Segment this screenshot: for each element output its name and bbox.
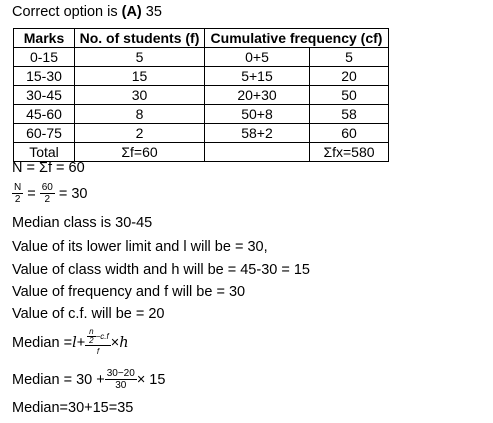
- cf-line: Value of c.f. will be = 20: [12, 306, 165, 322]
- cell-students: 2: [75, 124, 205, 143]
- cell-total-label: Total: [14, 143, 75, 162]
- lower-limit-line: Value of its lower limit and l will be = 30,: [12, 239, 268, 255]
- cell-cf: 58: [310, 105, 389, 124]
- cell-marks: 30-45: [14, 86, 75, 105]
- inner-denominator: 2: [89, 336, 94, 345]
- formula-denominator: f: [96, 347, 100, 356]
- cell-cf-calc: 58+2: [205, 124, 310, 143]
- formula-label: Median =: [12, 334, 73, 351]
- cell-marks: 15-30: [14, 67, 75, 86]
- formula-h: h: [119, 334, 129, 351]
- answer-option: (A): [121, 4, 142, 20]
- table-row: [14, 105, 389, 124]
- frequency-line: Value of frequency and f will be = 30: [12, 284, 246, 300]
- header-students: No. of students (f): [75, 29, 205, 48]
- final-answer-line: Median=30+15=35: [12, 400, 134, 416]
- table-total-row: [14, 143, 389, 162]
- median-class-line: Median class is 30-45: [12, 215, 153, 231]
- cell-students: 30: [75, 86, 205, 105]
- substitution-denominator: 30: [115, 380, 127, 391]
- cell-cf: 50: [310, 86, 389, 105]
- formula-times: ×: [110, 334, 120, 351]
- cell-empty: [205, 143, 310, 162]
- cell-cf: 5: [310, 48, 389, 67]
- fraction-denominator: 2: [44, 194, 51, 205]
- median-substitution: [12, 368, 165, 391]
- fraction-numerator: 60: [41, 182, 53, 193]
- fraction-denominator: 2: [14, 194, 21, 205]
- cell-marks: 45-60: [14, 105, 75, 124]
- half-n-result: = 30: [58, 185, 88, 202]
- header-cumulative: Cumulative frequency (cf): [205, 29, 389, 48]
- cell-sum-fx: Σfx=580: [310, 143, 389, 162]
- inner-rest: −c.f: [95, 332, 109, 341]
- n-line: N = Σf = 60: [12, 160, 85, 176]
- cell-cf: 20: [310, 67, 389, 86]
- formula-fraction: [85, 328, 111, 357]
- table-row: [14, 67, 389, 86]
- cell-cf-calc: 0+5: [205, 48, 310, 67]
- cell-cf-calc: 20+30: [205, 86, 310, 105]
- cell-cf: 60: [310, 124, 389, 143]
- n-over-2-inner-fraction: [87, 328, 95, 345]
- header-marks: Marks: [14, 29, 75, 48]
- substitution-label: Median = 30 +: [12, 371, 105, 388]
- cell-marks: 60-75: [14, 124, 75, 143]
- table-header-row: [14, 29, 389, 48]
- inner-numerator: n: [89, 327, 94, 336]
- median-formula: [12, 328, 129, 357]
- cell-students: 15: [75, 67, 205, 86]
- formula-plus: +: [76, 334, 86, 351]
- half-n-line: [12, 182, 87, 205]
- frequency-table: [13, 28, 389, 162]
- table-row: [14, 48, 389, 67]
- substitution-fraction: [105, 368, 137, 391]
- fraction-numerator: N: [14, 182, 22, 193]
- substitution-rest: × 15: [136, 371, 166, 388]
- cell-students: 5: [75, 48, 205, 67]
- cell-marks: 0-15: [14, 48, 75, 67]
- equals-sign: =: [27, 185, 36, 202]
- formula-numerator: [85, 328, 111, 346]
- answer-prefix: Correct option is: [12, 4, 122, 20]
- answer-line: [12, 4, 162, 20]
- sixty-over-two-fraction: [40, 182, 55, 205]
- cell-cf-calc: 50+8: [205, 105, 310, 124]
- substitution-numerator: 30−20: [106, 368, 135, 379]
- cell-students: 8: [75, 105, 205, 124]
- n-over-2-fraction: [12, 182, 23, 205]
- cell-sum-f: Σf=60: [75, 143, 205, 162]
- answer-value: 35: [141, 4, 162, 20]
- cell-cf-calc: 5+15: [205, 67, 310, 86]
- formula-l: l: [72, 334, 77, 351]
- table-row: [14, 124, 389, 143]
- class-width-line: Value of class width and h will be = 45-30 = 15: [12, 262, 310, 278]
- table-row: [14, 86, 389, 105]
